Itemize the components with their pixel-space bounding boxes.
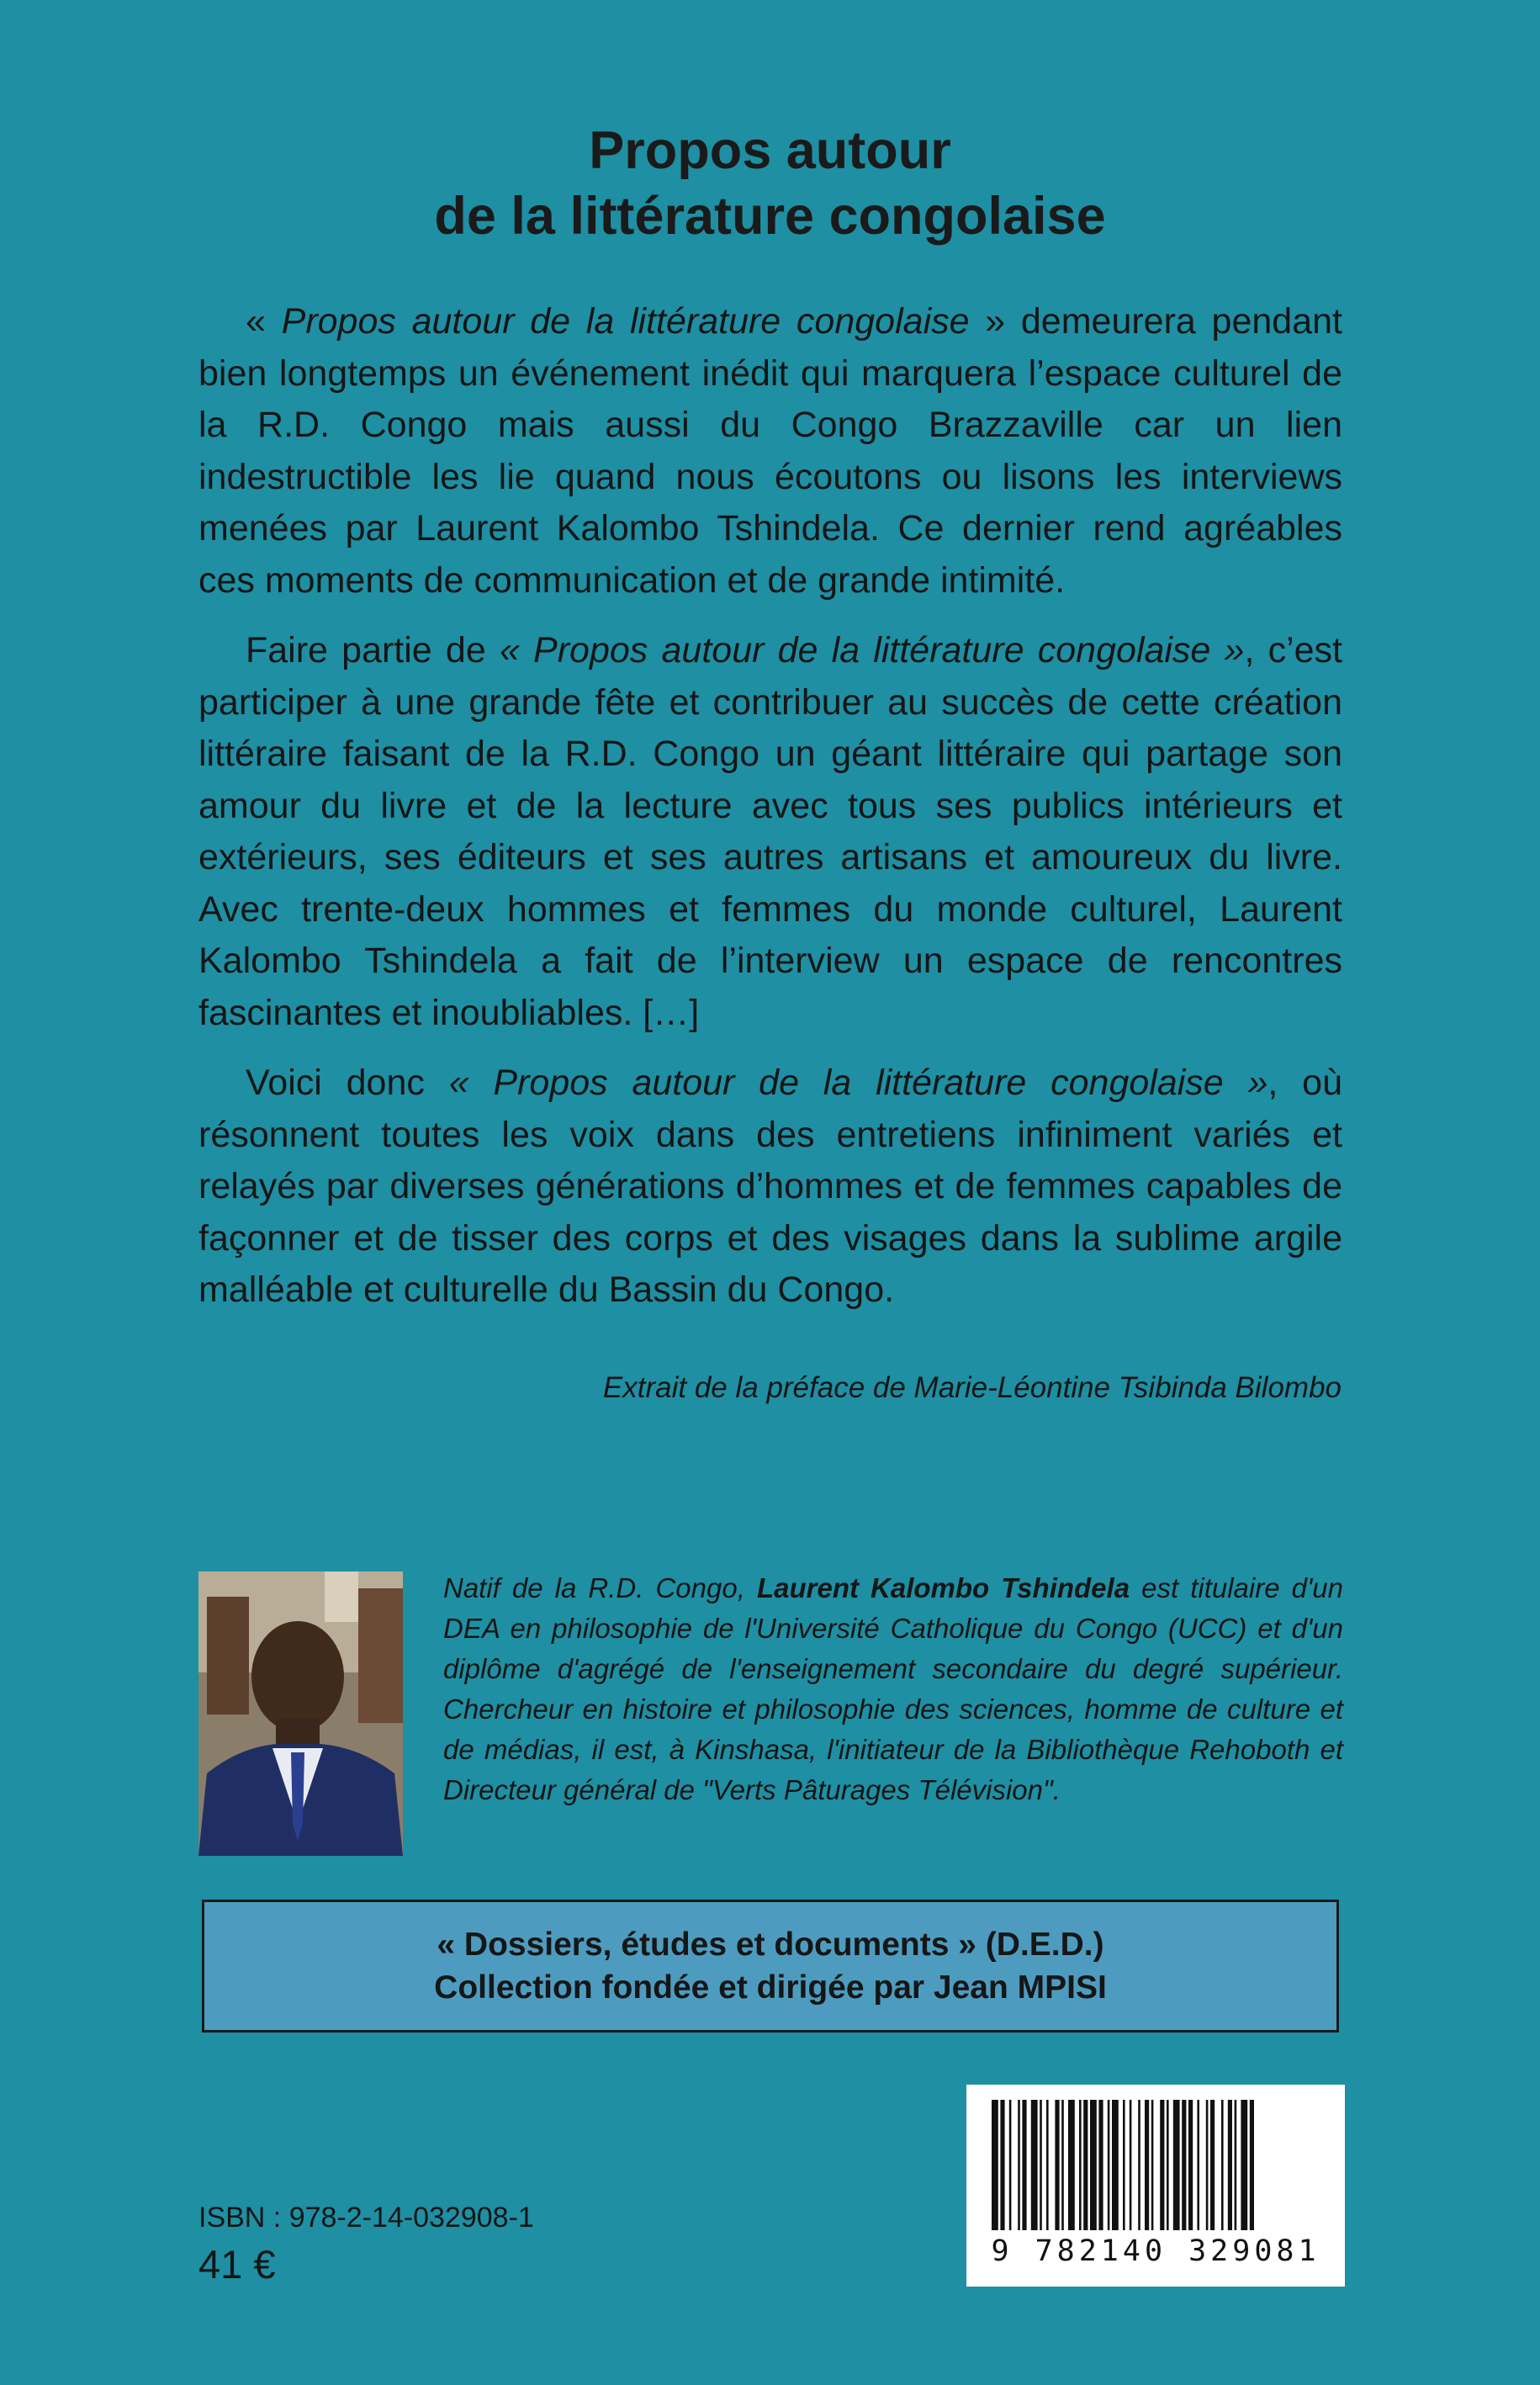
barcode-bar (1151, 2100, 1154, 2230)
book-title (0, 118, 1540, 249)
collection-box (202, 1900, 1339, 2033)
book-title-reference: Propos autour de la littérature congolaise (281, 301, 970, 342)
barcode-bar (1040, 2100, 1042, 2230)
barcode-bar (1009, 2100, 1012, 2230)
preface-attribution: Extrait de la préface de Marie-Léontine Tsibinda Bilombo (602, 1371, 1342, 1404)
barcode-bar (1145, 2100, 1149, 2230)
barcode-bar (1123, 2100, 1125, 2230)
barcode-bar (1167, 2100, 1169, 2230)
barcode-bar (1130, 2100, 1132, 2230)
barcode-bar (1182, 2100, 1186, 2230)
barcode-bar (1068, 2100, 1075, 2230)
blurb-paragraph-2: Faire partie de « Propos autour de la littérature congolaise », c’est participer à une grande fête et contribuer au succès de cette création littéraire faisant de la R.D. Congo un géant littéraire qui partage son amour du livre et de la lecture avec tous ses publics intérieurs et extérieurs, ses éditeurs et ses autres artisans et amoureux du livre. Avec trente-deux hommes et femmes du monde culturel, Laurent Kalombo Tshindela a fait de l’interview un espace de rencontres fascinantes et inoubliables. […] (198, 630, 1343, 1033)
barcode-bar (1112, 2100, 1119, 2230)
author-photo (198, 1571, 403, 1856)
barcode (966, 2085, 1345, 2287)
barcode-bar (1228, 2100, 1232, 2230)
barcode-bar (1250, 2100, 1254, 2230)
title-line-2: de la littérature congolaise (434, 187, 1106, 246)
barcode-bar (1018, 2100, 1020, 2230)
barcode-bar (1241, 2100, 1247, 2230)
barcode-bar (1235, 2100, 1237, 2230)
barcode-bar (1188, 2100, 1193, 2230)
barcode-bar (1090, 2100, 1097, 2230)
book-title-reference: « Propos autour de la littérature congolaise » (448, 1063, 1268, 1103)
collection-name: « Dossiers, études et documents » (D.E.D.) (437, 1927, 1104, 1963)
barcode-bar (1031, 2100, 1038, 2230)
barcode-bar (1046, 2100, 1049, 2230)
barcode-bar (1000, 2100, 1004, 2230)
barcode-bar (1083, 2100, 1088, 2230)
price: 41 € (198, 2242, 276, 2287)
isbn: ISBN : 978-2-14-032908-1 (198, 2202, 534, 2234)
back-cover-blurb (198, 296, 1342, 1335)
author-portrait-image (198, 1571, 403, 1856)
barcode-bar (1022, 2100, 1026, 2230)
collection-director: Collection fondée et dirigée par Jean MPISI (434, 1969, 1107, 2006)
blurb-paragraph-3: Voici donc « Propos autour de la littérature congolaise », où résonnent toutes les voix dans des entretiens infiniment variés et relayés par diverses générations d’hommes et de femmes capables de façonner et de tisser des corps et des visages dans la sublime argile malléable et culturelle du Bassin du Congo. (198, 1063, 1342, 1310)
barcode-bar (1138, 2100, 1140, 2230)
author-bio: Natif de la R.D. Congo, Laurent Kalombo Tshindela est titulaire d'un DEA en philosophie de l'Université Catholique du Congo (UCC) et d'un diplôme d'agrégé de l'enseignement secondaire du degré supérieur. Chercheur en histoire et philosophie des sciences, homme de culture et de médias, il est, à Kinshasa, l'initiateur de la Bibliothèque Rehoboth et Directeur général de "Verts Pâturages Télévision". (443, 1572, 1343, 1805)
author-name: Laurent Kalombo Tshindela (756, 1572, 1130, 1603)
blurb-paragraph-1: « Propos autour de la littérature congolaise » demeurera pendant bien longtemps un événement inédit qui marquera l’espace culturel de la R.D. Congo mais aussi du Congo Brazzaville car un lien indestructible les lie quand nous écoutons ou lisons les interviews menées par Laurent Kalombo Tshindela. Ce dernier rend agréables ces moments de communication et de grande intimité. (198, 301, 1342, 601)
barcode-bar (1221, 2100, 1224, 2230)
book-title-reference: « Propos autour de la littérature congolaise » (499, 630, 1245, 670)
barcode-bar (1210, 2100, 1215, 2230)
barcode-bar (1206, 2100, 1209, 2230)
barcode-bar (1108, 2100, 1110, 2230)
barcode-bar (1197, 2100, 1199, 2230)
title-line-1: Propos autour (589, 121, 951, 180)
barcode-bar (1098, 2100, 1103, 2230)
barcode-bar (1160, 2100, 1164, 2230)
barcode-bar (992, 2100, 998, 2230)
barcode-bar (1055, 2100, 1059, 2230)
barcode-bar (1079, 2100, 1082, 2230)
barcode-bar (1061, 2100, 1064, 2230)
barcode-bar (1173, 2100, 1180, 2230)
barcode-digits: 9 782140 329081 (991, 2234, 1320, 2268)
